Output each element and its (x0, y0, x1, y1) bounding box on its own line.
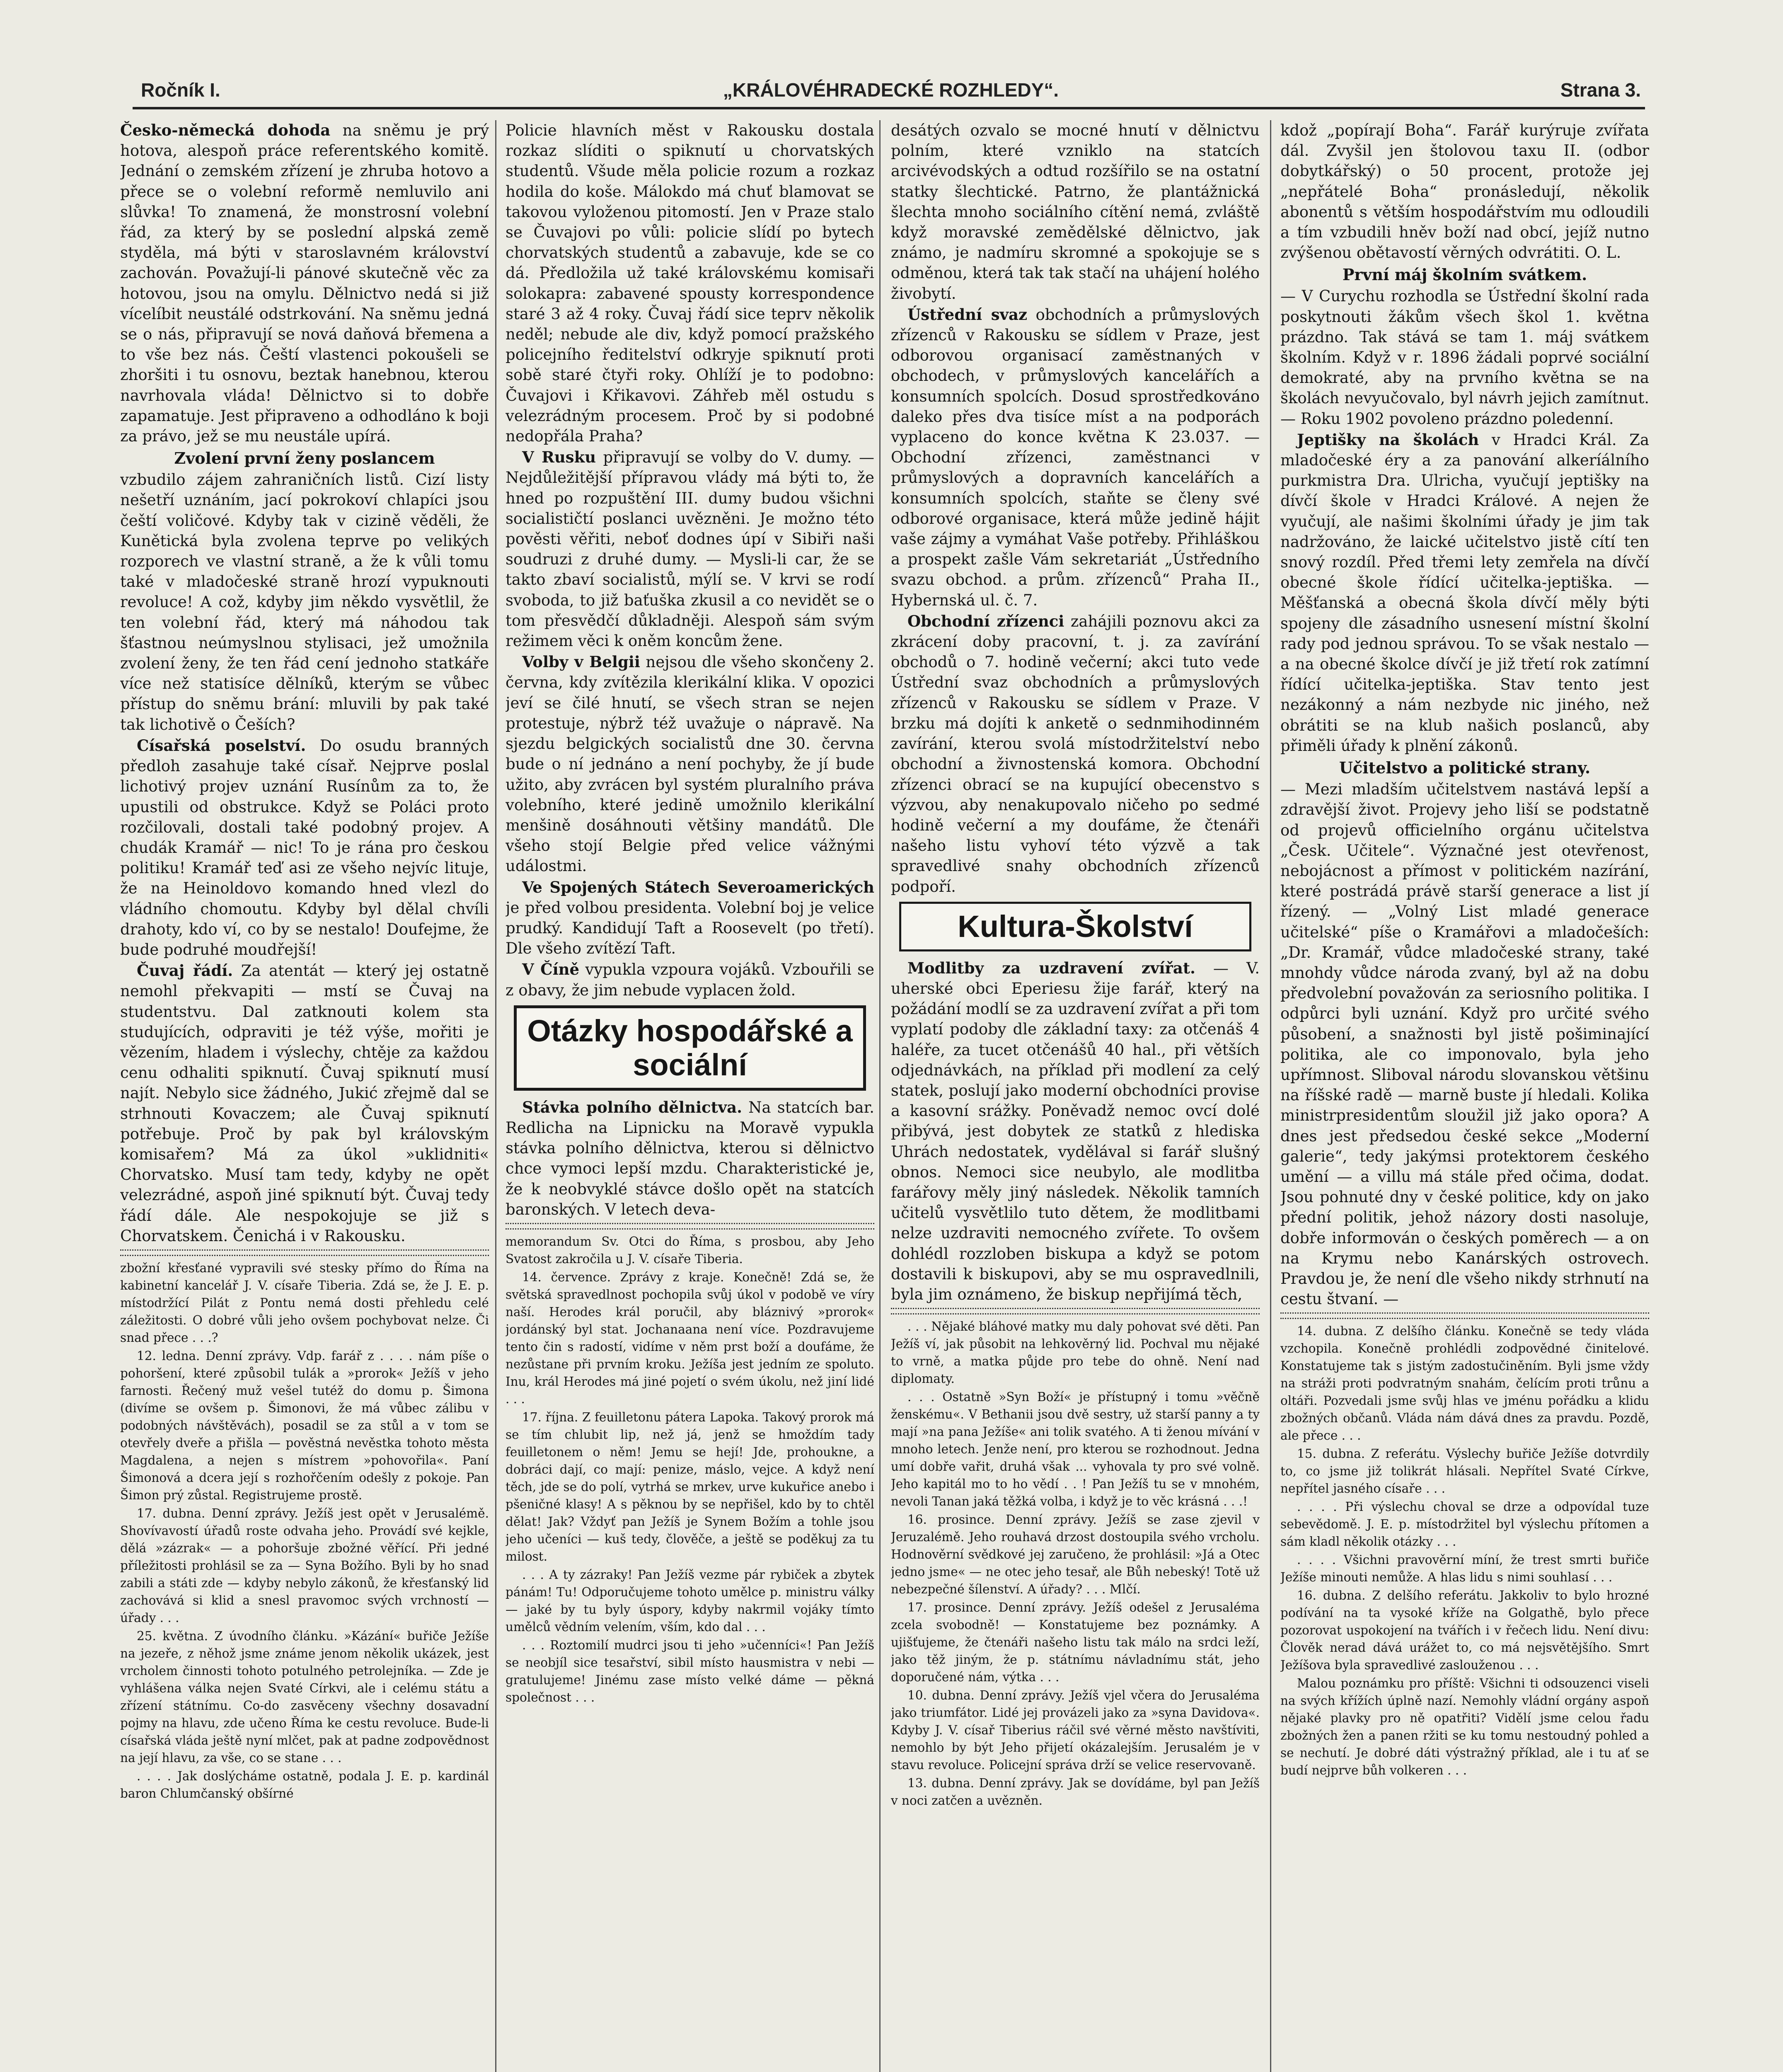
satire-text: memorandum Sv. Otci do Říma, s prosbou, aby Jeho Svatost zakročila u J. V. císaře Tiberia. (506, 1234, 874, 1266)
article-text: Policie hlavních měst v Rakousku dostala rozkaz slíditi o spiknutí u chorvatských studentů. Všude měla policie rozum a rozkaz hodila do koše. Málokdo má chuť blamovat se takovou vyloženou pitomostí. Jen v Praze stalo se Čuvajovi po vůli: policie slídí po bytech chorvatských studentů a zabavuje, kde se co dá. Předložila už také královskému komisaři solokapra: zabavené spousty korrespondence staré 3 až 4 roky. Čuvaj řádí sice teprv několik neděl; nebude ale div, když pomocí pražského policejního ředitelství odkryje spiknutí proti sobě staré čtyři roky. Ohlíží je to podobno: Čuvajovi i Křikavovi. Záhřeb měl ostudu s velezrádným procesem. Proč by si podobné nedopřála Praha? (506, 121, 874, 445)
article-heading: Česko-německá dohoda (120, 121, 331, 139)
column-rule (495, 120, 496, 2072)
article-text: Do osudu branných předloh zasahuje také císař. Nejprve poslal lichotivý projev uznání Rusínům za to, že upustili od obstrukce. Když se Poláci proto rozčilovali, dostali také podobný projev. A chudák Kramář — nic! To je rána pro českou politiku! Kramář teď asi ze všeho nejvíc lituje, že na Heinoldovo komando hned vlezl do vládního chomoutu. Kdyby byl dělal chvíli drahoty, kdo ví, co by se nestalo! Doufejme, že bude podruhé moudřejší! (120, 736, 489, 959)
article (506, 959, 874, 1000)
article-heading: Zvolení první ženy poslancem (174, 449, 435, 468)
article (891, 305, 1260, 610)
satire-text: . . . . Všichni pravověrní míní, že trest smrti buřiče Ježíše minouti nemůže. A hlas lidu s nimi souhlasí . . . (1280, 1553, 1649, 1585)
column-1 (120, 120, 489, 2072)
section-divider (1280, 1312, 1649, 1319)
article (506, 652, 874, 876)
article-text: — V. uherské obci Eperiesu žije farář, který na požádání modlí se za uzdravení zvířat a při tom vyplatí podoby dle základní taxy: za otčenáš 4 haléře, za tucet otčenášů 40 hal., při větších odjednávkách, na příklad při modlení za celý statek, poslují jako moderní obchodníci provise a kasovní srážky. Poněvadž nemoc ovcí dolé přibývá, jest dobytek ze statků z hlediska Uhrách nedostatek, vydělával si farář slušný obnos. Nemoci sice neubylo, ale modlitba farářovy měly jiný následek. Několik tamních učitelů vysvětlilo tuto dětem, že modlitbami nelze uzdraviti nemocného zvířete. To ovšem dohlédl rozzloben biskupa a když se potom dostavili k biskupovi, aby se mu ospravedlnili, byla jim oznámeno, že biskup nepřijímá těch, (891, 959, 1260, 1303)
satire-text: 17. října. Z feuilletonu pátera Lapoka. Takový prorok má se tím chlubit lip, než já, jenž se hmoždím tady feuilletonem o něm! Jemu se hejí! Jde, prohoukne, a dobráci dají, co mají: penize, máslo, vejce. A když není těch, jde se do polí, vytrhá se mrkev, urve kukuřice anebo i pšeničné klasy! A s pěknou by se nepřišel, kdo by to chtěl dělat! Jak? Vždyť pan Ježíš je Synem Božím a tohle jsou jeho učeníci — kuš tedy, člověče, a ještě se poděkuj za tu milost. (506, 1410, 874, 1564)
article-heading: První máj školním svátkem. (1342, 265, 1587, 284)
section-divider (506, 1223, 874, 1230)
satire-text: 25. května. Z úvodního článku. »Kázání« buřiče Ježíše na jezeře, z něhož jsme známe jenom několik ukázek, jest vrcholem činnosti tohoto potulného petrolejníka. — Zde je vyhlášena válka nejen Svaté Církvi, ale i celému státu a zřízení státnímu. Co-do zasvěceny všechny dosavadní pojmy na hlavu, zde učeno Říma ke cestu revoluce. Bude-li císařská vláda ještě nyní mlčet, pak at padne zodpovědnost na její hlavu, za vše, co se stane . . . (120, 1629, 489, 1765)
article-text: vypukla vzpoura vojáků. Vzbouřili se z obavy, že jim nebude vyplacen žold. (506, 961, 874, 999)
article-heading: Modlitby za uzdravení zvířat. (907, 959, 1195, 977)
article-text: obchodních a průmyslových zřízenců v Rakousku se sídlem v Praze, jest odborovou organisací zaměstnaných v obchodech, v průmyslových kancelářích a konsumních spolcích. Dosud sprostředkováno daleko přes dva tisíce míst a na podporách vyplaceno do konce května K 23.037. — Obchodní zřízenci, zaměstnanci v průmyslových a dopravních kancelářích a konsumních spolcích, staňte se členy své odborové organisace, která může jedině hájit vaše zájmy a vymáhat Vaše potřeby. Přihláškou a prospekt zašle Vám sekretariát „Ústředního svazu obchod. a prům. zřízenců“ Praha II., Hybernská ul. č. 7. (891, 305, 1260, 609)
column-3 (891, 120, 1260, 2072)
article-text: Na statcích bar. Redlicha na Lipnicku na Moravě vypukla stávka polního dělnictva, kterou si dělnictvo chce vymoci lepší mzdu. Charakteristické je, že k neobvyklé stávce došlo opět na statcích baronských. V letech deva- (506, 1098, 874, 1218)
article-heading: Učitelstvo a politické strany. (1339, 758, 1591, 777)
article-text: Za atentát — který jej ostatně nemohl překvapiti — mstí se Čuvaj na studentstvu. Dal zatknouti kolem sta studujících, odpraviti je též výše, mořiti je vězením, hladem i výslechy, chtěje za každou cenu odhaliti spiknutí. Čuvaj spiknutí musí najít. Nebylo sice žádného, Jukić zřejmě dal se strhnouti Kovaczem; ale Čuvaj spiknutí potřebuje. Proč by pak byl královským komisařem? Má za úkol »uklidniti« Chorvatsko. Musí tam tedy, kdyby ne opět velezrádné, aspoň jiné spiknutí být. Čuvaj tedy řádí dále. Ale nespokojuje se již s Chorvatskem. Čenichá i v Rakousku. (120, 962, 489, 1245)
satire-text: 10. dubna. Denní zprávy. Ježíš vjel včera do Jerusaléma jako triumfátor. Lidé jej provázeli jako za »syna Davidova«. Kdyby J. V. císař Tiberius ráčil své věrné město navštíviti, nemohlo by být Jeho přijetí okázalejším. Jerusalém je v stavu revoluce. Policejní správa drží se velice reservovaně. (891, 1688, 1260, 1772)
article-heading: Volby v Belgii (522, 653, 640, 671)
article-text: na sněmu je prý hotova, alespoň práce referentského komitě. Jednání o zemském zřízení je zhruba hotovo a přece se o volební reformě nemluvilo ani slůvka! To znamená, že monstrosní volební řád, za který by se poslední alpská země styděla, má býti v staroslavném království zachován. Považují-li pánové skutečně věc za hotovou, jsou na omylu. Dělnictvo nedá si již vícelíbit neustálé odstrkování. Na sněmu jedná se o nás, připravují se nová daňová břemena a to vše bez nás. Čeští vlastenci pokoušeli se zhoršiti i tu osnovu, beztak hanebnou, kterou navrhovala vláda! Dělnictvo si to dobře zapamatuje. Jest připraveno a odhodláno k boji za právo, jež se mu neustále upírá. (120, 121, 489, 445)
header-title: „KRÁLOVÉHRADECKÉ ROZHLEDY“. (723, 79, 1059, 101)
article-heading: Stávka polního dělnictva. (522, 1098, 743, 1116)
satire-text: Malou poznámku pro příště: Všichni ti odsouzenci viseli na svých křížích úplně nazí. Nemohly vládní orgány aspoň nějaké plavky pro ně opatřiti? Vidělí jsme celou řadu zbožných žen a panen ržiti se ku tomu nestoudný pohled a se nechutí. Je dobré dáti výstražný příklad, ale i tu ať se budí nejprve bůh volkeren . . . (1280, 1676, 1649, 1778)
article-heading: Obchodní zřízenci (907, 612, 1064, 630)
section-banner: Kultura-Školství (899, 902, 1251, 951)
satire-text: 15. dubna. Z referátu. Výslechy buřiče Ježíše dotvrdily to, co jsme již tolikrát hlásali. Nepřítel Svaté Církve, nepřítel jasného císaře . . . (1280, 1447, 1649, 1496)
satire-text: . . . . Při výslechu choval se drze a odpovídal tuze sebevědomě. J. E. p. místodržitel byl výslechu přítomen a sám kladl několik otázky . . . (1280, 1500, 1649, 1549)
article (506, 447, 874, 651)
satire-text: . . . Roztomilí mudrci jsou ti jeho »učenníci«! Pan Ježíš se neobjíl sice tesařství, sibil místo hausmistra v nebi — gratulujeme! Jinému zase místo velké dáme — pěkná společnost . . . (506, 1638, 874, 1704)
article (891, 611, 1260, 897)
column-4 (1280, 120, 1649, 2072)
article (506, 877, 874, 959)
satire-text: 16. prosince. Denní zprávy. Ježíš se zase zjevil v Jeruzalémě. Jeho rouhavá drzost dostoupila svého vrcholu. Hodnověrní svědkové jej zaručeno, že prohlásil: »Já a Otec jedno jsme« — ne otec jeho tesař, ale Bůh nebeský! Totě už nebezpečné šílenství. A úřady? . . . Mlčí. (891, 1513, 1260, 1597)
article-text: v Hradci Král. Za mladočeské éry a za panování alkeríálního purkmistra Dra. Ulricha, vyučují jeptišky na dívčí škole v Hradci Králové. A nejen že vyučují, ale našimi školními úřady je jim tak nadržováno, že laické učitelstvo jistě cítí ten snový rozdíl. Před třemi lety zemřela na dívčí obecné škole řídící učitelka-jeptiška. — Měšťanská a obecná škola dívčí měly býti spojeny dle zásadního usnesení místní školní rady pod jednou správou. To se však nestalo — a na obecné školce dívčí je již třetí rok zatímní řídící učitelka-jeptiška. Stav tento jest nezákonný a nám nezbyde nic jiného, než obrátiti se na klub našich poslanců, aby přiměli úřady k plnění zákonů. (1280, 431, 1649, 755)
article-text: — V Curychu rozhodla se Ústřední školní rada poskytnouti žákům všech škol 1. května prázdno. Tak stává se tam 1. máj svátkem školním. Když v r. 1896 žádali poprvé sociální demokraté, aby na prvního května se na školách nevyučovalo, byl návrh jejich zamítnut. — Roku 1902 povoleno prázdno poledenní. (1280, 287, 1649, 428)
column-rule (1270, 120, 1271, 2072)
section-banner: Otázky hospodářské a sociální (514, 1005, 866, 1091)
column-2 (506, 120, 874, 2072)
header-volume: Ročník I. (141, 79, 220, 101)
section-divider (891, 1308, 1260, 1314)
article-heading: Ve Spojených Státech Severoamerických (522, 878, 874, 896)
article-heading: V Rusku (522, 448, 596, 467)
article-heading: V Číně (522, 960, 580, 979)
satire-text: 17. prosince. Denní zprávy. Ježíš odešel z Jerusaléma zcela svobodně! — Konstatujeme bez poznámky. A ujišťujeme, že čtenáři našeho listu tak málo na srdci leží, jako těž jiným, že p. státnímu návladnímu stát, jeho doporučené nám, výtka . . . (891, 1600, 1260, 1685)
header-page-number: Strana 3. (1560, 79, 1641, 101)
article-heading: Císařská poselství. (137, 736, 306, 755)
article (506, 1097, 874, 1220)
article-text: kdož „popírají Boha“. Farář kurýruje zvířata dál. Zvyšil jen štolovou taxu II. (odbor dobytkářský) o 50 procent, protože jej „nepřátelé Boha“ pronásledují, několik abonentů s větším hospodářstvím mu odloudili a tím vzbudili hněv boží nad obcí, jejíž nutno zvýšenou obětavostí věrných odvrátiti. O. L. (1280, 121, 1649, 262)
article-heading: Jeptišky na školách (1297, 430, 1479, 449)
satire-text: . . . Ostatně »Syn Boží« je přístupný i tomu »věčně ženskému«. V Bethanii jsou dvě sestry, už starší panny a ty mají »na pana Ježíše« ani tolik svatého. A ti ženou mívání v mnoho letech. Jenže není, pro kterou se rozhodnout. Jedna umí dobře vařit, druhá však ... vyhovala ty pro své volně. Jeho kapitál mo to ho vědí . . ! Pan Ježíš tu se v mnohém, nevoli Tanan jaká těžká volba, i když je to věc krásná . . .! (891, 1390, 1260, 1509)
article-text: vzbudilo zájem zahraničních listů. Cizí listy nešetří uznáním, jací pokrokoví chlapíci jsou čeští voličové. Kdyby tak v cizině věděli, že Kunětická byla zvolena teprve po velikých rozporech ve vlastní straně, a že k vůli tomu také v mladočeské straně hrozí vypuknouti revoluce! A což, kdyby jim někdo vysvětlil, že ten volební řád, který má náhodou tak šťastnou neúmyslnou stylisaci, jež umožnila zvolení ženy, že ten řád cení jednoho statkáře více než statisíce dělníků, kterým se vůbec přístup do sněmu brání: mluvili by pak také tak lichotivě o Češích? (120, 471, 489, 733)
satire-text: 13. dubna. Denní zprávy. Jak se dovídáme, byl pan Ježíš v noci zatčen a uvězněn. (891, 1776, 1260, 1808)
satire-text: zbožní křesťané vypravili své stesky přímo do Říma na kabinetní kancelář J. V. císaře Tiberia. Zdá se, že J. E. p. místodržící Pilát z Pontu nemá dosti přehledu celé záležitosti. O dobré vůli jeho ovšem pochybovat nelze. Či snad přece . . .? (120, 1261, 489, 1345)
article-text: zahájili poznovu akci za zkrácení doby pracovní, t. j. za zavírání obchodů o 7. hodině večerní; akci tuto vede Ústřední svaz obchodních a průmyslových zřízenců v Rakousku se sídlem v Praze. V brzku má dojíti k anketě o sednmihodinném zavírání, kterou svolá místodržitelství nebo obchodní a živnostenská komora. Obchodní zřízenci obrací se na kupující obecenstvo s výzvou, aby nenakupovalo ničeho po sedmé hodině večerní a my doufáme, že čtenáři našeho listu vyhoví této výzvě a tak spravedlivé snahy obchodních zřízenců podpoří. (891, 612, 1260, 896)
satire-text: 17. dubna. Denní zprávy. Ježíš jest opět v Jerusalémě. Shovívavostí úřadů roste odvaha jeho. Provádí své kejkle, dělá »zázrak« — a pohoršuje zbožné věřící. Při jedné příležitosti prohlásil se za — Syna Božího. Byli by ho snad zabili a státi zde — kdyby nebylo zákonů, že křesťanský lid zachovává si klid a snesl pravomoc svých vrchností — úřady . . . (120, 1506, 489, 1625)
satire-text: 12. ledna. Denní zprávy. Vdp. farář z . . . . nám píše o pohoršení, které způsobil tulák a »prorok« Ježíš v jeho farnosti. Řečený muž vešel tutéž do domu p. Šimona (divíme se ovšem p. Šimonovi, že má vůbec zálibu v podobných návštěvách), posadil se za stůl a v tom se otevřely dveře a přišla — pověstná nevěstka tohoto města Magdalena, a nejen s místrem »pohovořila«. Paní Šimonová a dcera její s rozhořčením odešly z pokoje. Pan Šimon prý zůstal. Registrujeme prostě. (120, 1348, 489, 1502)
article (120, 120, 489, 446)
article (891, 958, 1260, 1305)
article (1280, 430, 1649, 756)
article (120, 961, 489, 1246)
satire-text: . . . . Jak doslýcháme ostatně, podala J. E. p. kardinál baron Chlumčanský obšírné (120, 1769, 489, 1801)
satire-text: 16. dubna. Z delšího referátu. Jakkoliv to bylo hrozné podívání na ta vysoké kříže na Golgathě, bylo přece pozorovat uspokojení na tvářích i v řečech lidu. Není divu: Člověk nerad dává urážet to, co má nejsvětějšího. Smrt Ježíšova byla spravedlivé zaslouženou . . . (1280, 1588, 1649, 1673)
article-heading: Ústřední svaz (907, 305, 1028, 324)
article (120, 736, 489, 960)
article-text: — Mezi mladším učitelstvem nastává lepší a zdravější život. Projevy jeho liší se podstatně od projevů officielního orgánu učitelstva „Česk. Učitele“. Význačné jest otevřenost, nebojácnost a přímost v politickém nazírání, které postrádá právě starší generace a list jí řízený. — „Volný List mladé generace učitelské“ píše o Kramářovi a mladočeších: „Dr. Kramář, vůdce mladočeské strany, také mnohdy vůdce národa zvaný, byl až na dobu předvolební považován za seriosního politika. I odpůrci byli uznání. Když pro určité svého působení, a snažnosti byl jistě pošiminající politika, ale co imponovalo, byla jeho upřímnost. Sliboval národu slovanskou většinu na říšské radě — marně buste jí hledali. Kolika ministrpresidentům sloužil již jako opora? A dnes jest předsedou české sekce „Moderní galerie“, tedy jakýmsi protektorem českého umění — a villu má stále před očima, dodat. Jsou pohnuté dny v české politice, kdy on jako přední politik, jehož názory dosti nasoluje, dobře informován o českých poměrech — a on na Krymu nebo Kanárských ostrovech. Pravdou je, že není dle všeho nikdy strhnutí na cestu štvaní. — (1280, 780, 1649, 1308)
article-text: nejsou dle všeho skončeny 2. června, kdy zvítězila klerikální klika. V opozici jeví se čilé hnutí, se všech stran se nejen protestuje, nýbrž též uvažuje o nápravě. Na sjezdu belgických socialistů dne 30. června bude o ní jednáno a není pochyby, že jí bude užito, aby zvrácen byl systém pluralního práva volebního, které jedině umožnilo klerikální menšině dosáhnouti většiny mandátů. Dle všeho stojí Belgie před velice vážnými událostmi. (506, 653, 874, 875)
satire-text: . . . A ty zázraky! Pan Ježíš vezme pár rybiček a zbytek pánám! Tu! Odporučujeme tohoto umělce p. ministru války — jaké by tu byly úspory, kdyby nakrmil vojáky tímto umělců vědním velením, vším, kdo dal . . . (506, 1567, 874, 1634)
article-text: je před volbou presidenta. Volební boj je velice prudký. Kandidují Taft a Roosevelt (po třetí). Dle všeho zvítězí Taft. (506, 898, 874, 958)
satire-text: . . . Nějaké bláhové matky mu daly pohovat své děti. Pan Ježíš ví, jak působit na lehkověrný lid. Pochval mu nějaké to vrně, a matka půjde pro tebe do ohně. Není nad diplomaty. (891, 1319, 1260, 1386)
section-divider (120, 1249, 489, 1256)
article-heading: Čuvaj řádí. (137, 961, 233, 980)
column-rule (879, 120, 881, 2072)
article-text: desátých ozvalo se mocné hnutí v dělnictvu polním, které vzniklo na statcích arcivévodských a odtud rozšířilo se na ostatní statky šlechtické. Patrno, že plantážnická šlechta mnoho sociálního cítění nemá, zvláště když moravské zemědělské dělnictvo, jak známo, je nadmíru skromné a spokojuje se s odměnou, která tak tak stačí na uhájení holého živobytí. (891, 121, 1260, 303)
article-text: připravují se volby do V. dumy. — Nejdůležitější přípravou vlády má býti to, že hned po rozpuštění III. dumy budou všichni socialističtí poslanci uvězněni. Je možno této pověsti věřiti, neboť dodnes úpí v Sibiři naši soudruzi z druhé dumy. — Mysli-li car, že se takto zbaví socialistů, mýlí se. V krvi se rodí svoboda, to již baťuška zkusil a co nevidět se o tom přesvědčí důkladněji. Alespoň sám svým režimem věci k oněm koncům žene. (506, 448, 874, 650)
header-rule (133, 107, 1645, 109)
satire-text: 14. dubna. Z delšího článku. Konečně se tedy vláda vzchopila. Konečně prohlédli zodpovědné činitelové. Konstatujeme tak s jistým zadostučiněním. Byli jsme vždy na stráži proti podvratným snahám, čelícím proti trůnu a oltáři. Pozvedali jsme svůj hlas ve jménu pořádku a klidu zbožných občanů. Vláda nám dává dnes za pravdu. Pozdě, ale přece . . . (1280, 1324, 1649, 1443)
satire-text: 14. července. Zprávy z kraje. Konečně! Zdá se, že světská spravedlnost pochopila svůj úkol v podobě ve víry naší. Herodes král poručil, aby bláznivý »prorok« jordánský byl stat. Jochanaana není více. Pozdravujeme tento čin s radostí, vidíme v něm prst boží a doufáme, že nezůstane při prvním kroku. Ježíša jest jedním ze spoluto. Inu, král Herodes má jiné pojetí o svém úkolu, než jiní lidé . . . (506, 1270, 874, 1406)
